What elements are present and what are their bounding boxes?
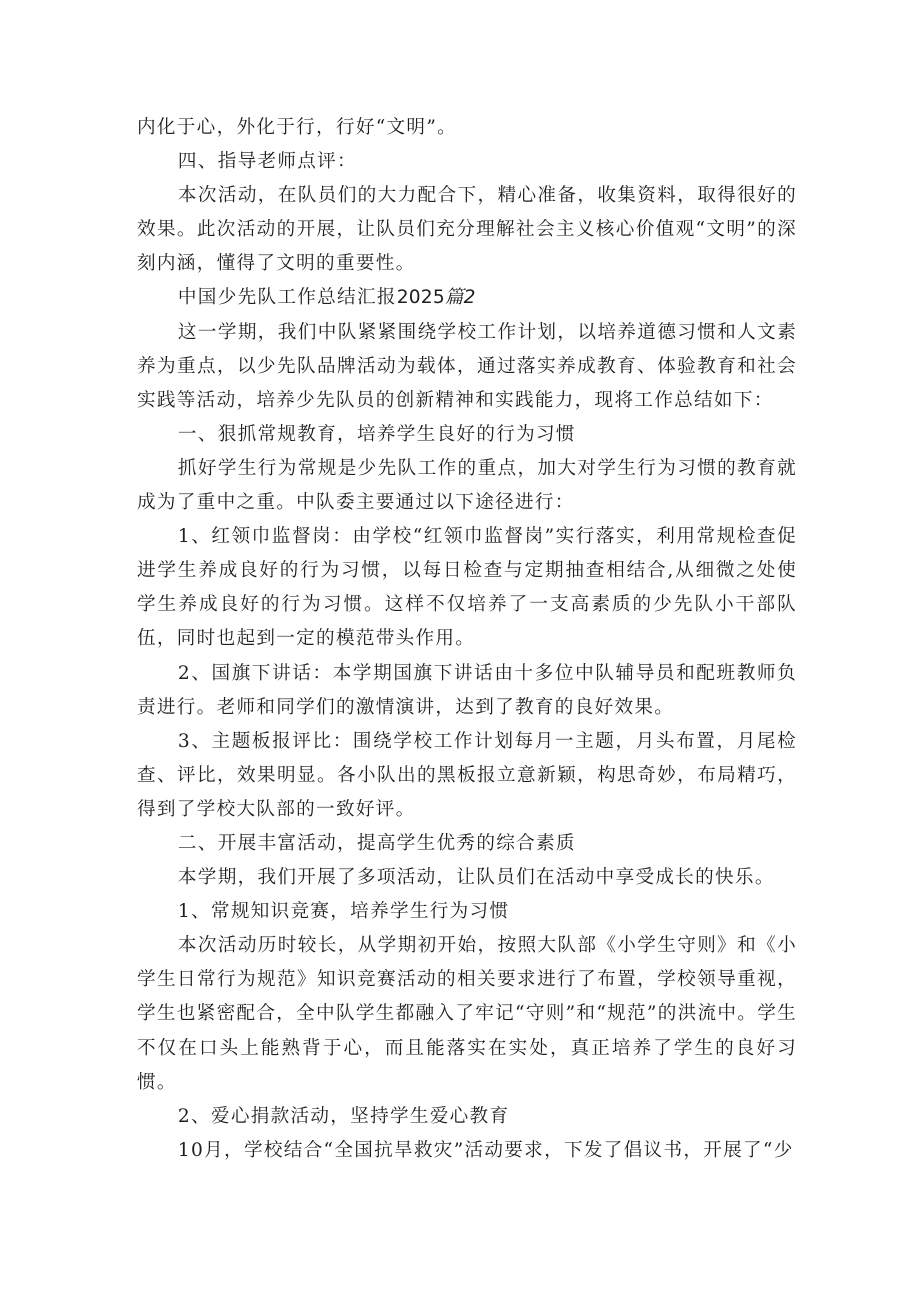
article-heading-suffix: 篇2 (444, 287, 476, 309)
subheading-charity-donation: 2、爱心捐款活动，坚持学生爱心教育 (177, 1105, 510, 1127)
section-heading-rich-activities: 二、开展丰富活动，提高学生优秀的综合素质 (177, 832, 576, 854)
list-item-flag-speech: 2、国旗下讲话：本学期国旗下讲话由十多位中队辅导员和配班教师负责进行。老师和同学们的激情演讲，达到了教育的良好效果。 (137, 662, 797, 718)
article-heading-year: 2025 (396, 287, 445, 309)
paragraph-intro: 这一学期，我们中队紧紧围绕学校工作计划，以培养道德习惯和人文素养为重点，以少先队品牌活动为载体，通过落实养成教育、体验教育和社会实践等活动，培养少先队员的创新精神和实践能力，现将工作总结如下： (137, 321, 797, 411)
subheading-knowledge-contest: 1、常规知识竞赛，培养学生行为习惯 (177, 901, 510, 923)
paragraph-teacher-review: 本次活动，在队员们的大力配合下，精心准备，收集资料，取得很好的效果。此次活动的开展，让队员们充分理解社会主义核心价值观“文明”的深刻内涵，懂得了文明的重要性。 (137, 185, 797, 275)
paragraph-charity-donation: 10月，学校结合“全国抗旱救灾”活动要求，下发了倡议书，开展了“少 (177, 1139, 794, 1161)
list-item-blackboard-contest: 3、主题板报评比：围绕学校工作计划每月一主题，月头布置，月尾检查、评比，效果明显。各小队出的黑板报立意新颖，构思奇妙，布局精巧，得到了学校大队部的一致好评。 (137, 730, 797, 820)
section-heading-teacher-review: 四、指导老师点评： (177, 151, 357, 173)
paragraph-knowledge-contest: 本次活动历时较长，从学期初开始，按照大队部《小学生守则》和《小学生日常行为规范》知识竞赛活动的相关要求进行了布置，学校领导重视，学生也紧密配合，全中队学生都融入了牢记“守则”和“规范”的洪流中。学生不仅在口头上能熟背于心，而且能落实在实处，真正培养了学生的良好习惯。 (137, 935, 797, 1093)
document-body (137, 111, 797, 1168)
article-heading-prefix: 中国少先队工作总结汇报 (177, 287, 397, 309)
article-heading (137, 281, 797, 315)
list-item-supervision-post: 1、红领巾监督岗：由学校“红领巾监督岗”实行落实，利用常规检查促进学生养成良好的行为习惯，以每日检查与定期抽查相结合,从细微之处使学生养成良好的行为习惯。这样不仅培养了一支高素质的少先队小干部队伍，同时也起到一定的模范带头作用。 (137, 526, 797, 650)
section-heading-routine-education: 一、狠抓常规教育，培养学生良好的行为习惯 (177, 423, 576, 445)
paragraph-closing-line: 内化于心，外化于行，行好“文明”。 (137, 117, 458, 138)
paragraph-routine-education: 抓好学生行为常规是少先队工作的重点，加大对学生行为习惯的教育就成为了重中之重。中队委主要通过以下途径进行： (137, 457, 797, 514)
paragraph-activities-intro: 本学期，我们开展了多项活动，让队员们在活动中享受成长的快乐。 (177, 867, 775, 889)
